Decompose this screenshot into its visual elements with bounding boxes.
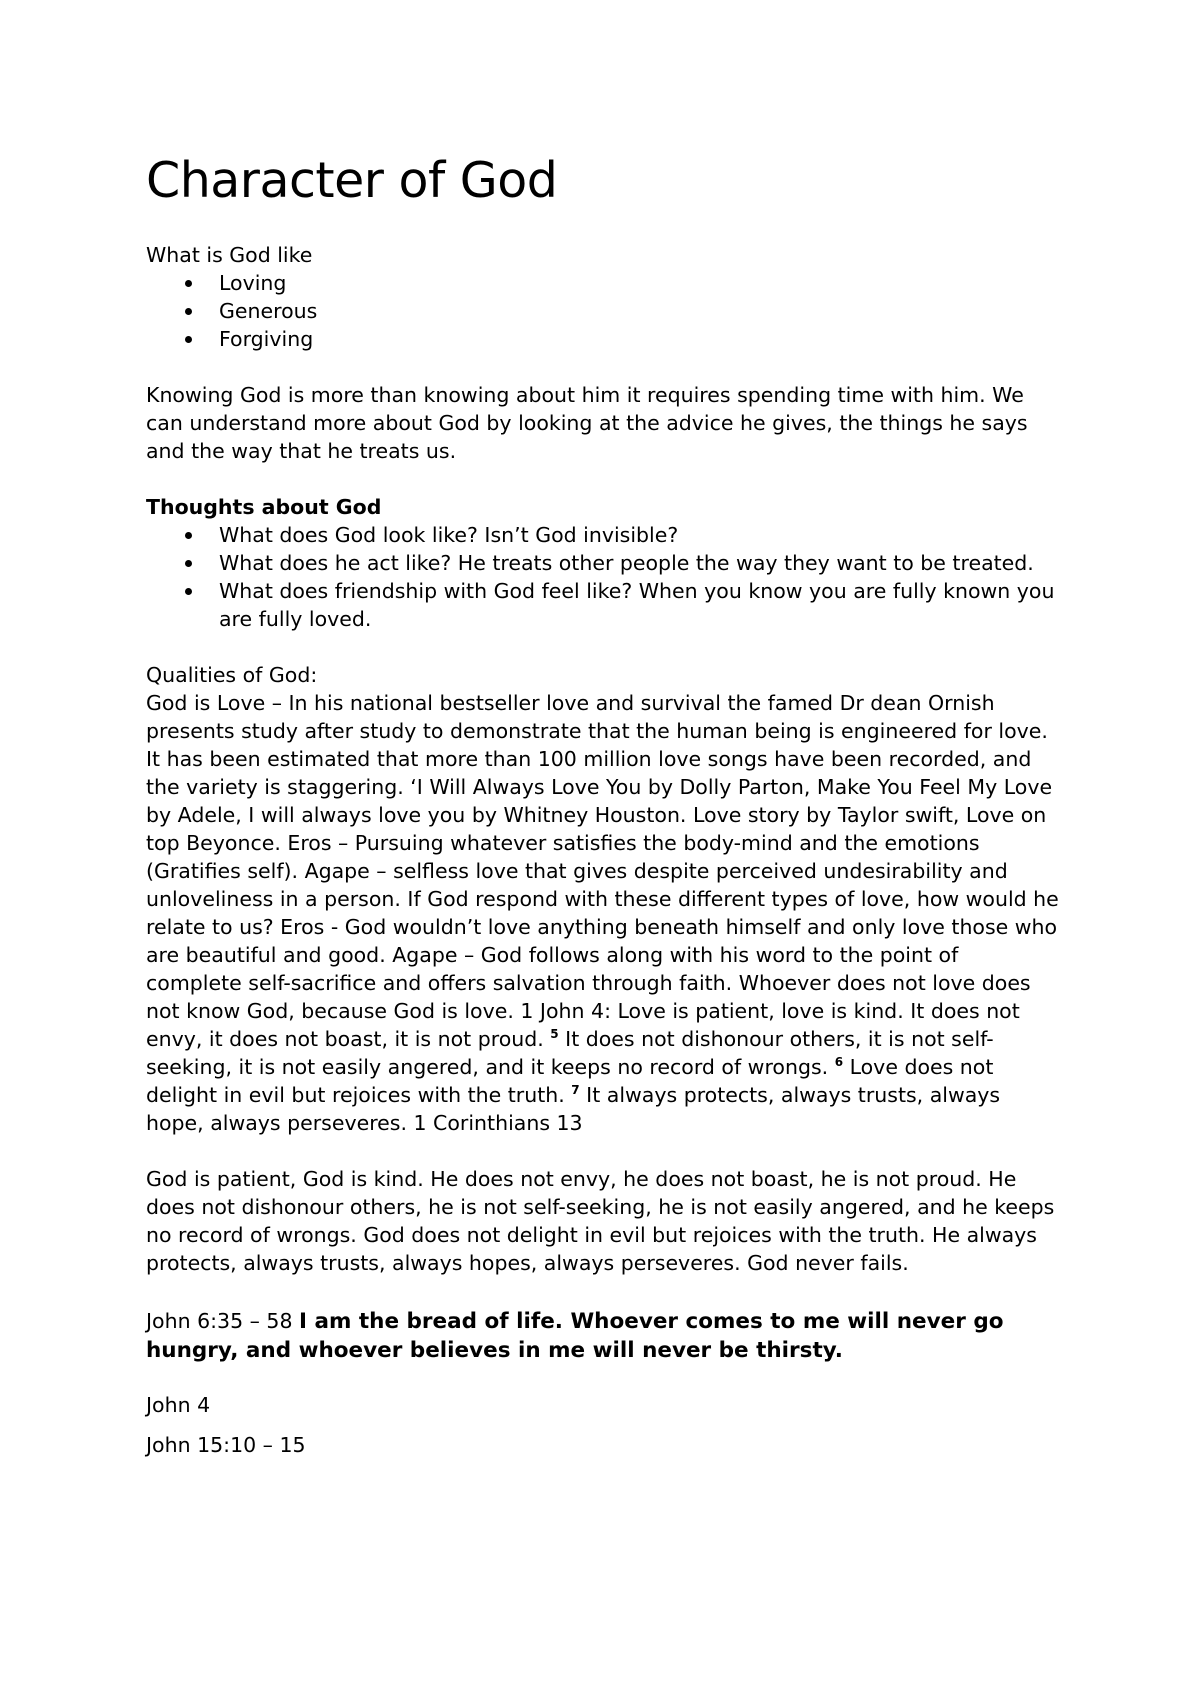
thoughts-list bbox=[146, 521, 1060, 633]
reference-john4: John 4 bbox=[146, 1393, 211, 1417]
attributes-list bbox=[146, 269, 1060, 353]
list-item: Loving bbox=[219, 269, 1060, 297]
love-paragraph bbox=[146, 689, 1060, 1137]
verse-number: 5 bbox=[550, 1027, 559, 1042]
list-item: What does he act like? He treats other people the way they want to be treated. bbox=[219, 549, 1060, 577]
intro-question: What is God like bbox=[146, 243, 313, 267]
reference-john15: John 15:10 – 15 bbox=[146, 1433, 306, 1457]
verse-text: It always protects, always trusts, always hope, always perseveres. 1 Corinthians 13 bbox=[146, 1083, 1001, 1135]
knowing-paragraph: Knowing God is more than knowing about him it requires spending time with him. We can understand more about God by looking at the advice he gives, the things he says and the way that he treats us. bbox=[146, 383, 1028, 463]
list-item: Generous bbox=[219, 297, 1060, 325]
patient-paragraph: God is patient, God is kind. He does not envy, he does not boast, he is not proud. He does not dishonour others, he is not self-seeking, he is not easily angered, and he keeps no record of wrongs. God does not delight in evil but rejoices with the truth. He always protects, always trusts, always hopes, always perseveres. God never fails. bbox=[146, 1167, 1055, 1275]
verse-text: Love does not delight in evil but rejoices with the truth. bbox=[146, 1055, 994, 1107]
list-item: What does God look like? Isn’t God invisible? bbox=[219, 521, 1060, 549]
thoughts-heading: Thoughts about God bbox=[146, 495, 382, 519]
list-item: Forgiving bbox=[219, 325, 1060, 353]
verse-number: 6 bbox=[834, 1055, 844, 1070]
qualities-heading: Qualities of God: bbox=[146, 663, 318, 687]
list-item: What does friendship with God feel like? When you know you are fully known you are fully loved. bbox=[219, 577, 1060, 633]
verse-text: It does not dishonour others, it is not self-seeking, it is not easily angered, and it keeps no record of wrongs. bbox=[146, 1027, 994, 1079]
john6-verse: I am the bread of life. Whoever comes to me will never go hungry, and whoever believes in me will never be thirsty. bbox=[146, 1309, 1004, 1363]
love-text: God is Love – In his national bestseller love and survival the famed Dr dean Ornish presents study after study to demonstrate that the human being is engineered for love. It has been estimated that more than 100 million love songs have been recorded, and the variety is staggering. ‘I Will Always Love You by Dolly Parton, Make You Feel My Love by Adele, I will always love you by Whitney Houston. Love story by Taylor swift, Love on top Beyonce. Eros – Pursuing whatever satisfies the body-mind and the emotions (Gratifies self). Agape – selfless love that gives despite perceived undesirability and unloveliness in a person. If God respond with these different types of love, how would he relate to us? Eros - God wouldn’t love anything beneath himself and only love those who are beautiful and good. Agape – God follows along with his word to the point of complete self-sacrifice and offers salvation through faith. Whoever does not love does not know God, because God is love. 1 John 4: Love is patient, love is kind. It does not envy, it does not boast, it is not proud. bbox=[146, 691, 1059, 1051]
page-title: Character of God bbox=[146, 152, 558, 209]
verse-number: 7 bbox=[571, 1083, 580, 1098]
john6-paragraph bbox=[146, 1307, 1060, 1365]
john6-reference: John 6:35 – 58 bbox=[146, 1309, 300, 1333]
